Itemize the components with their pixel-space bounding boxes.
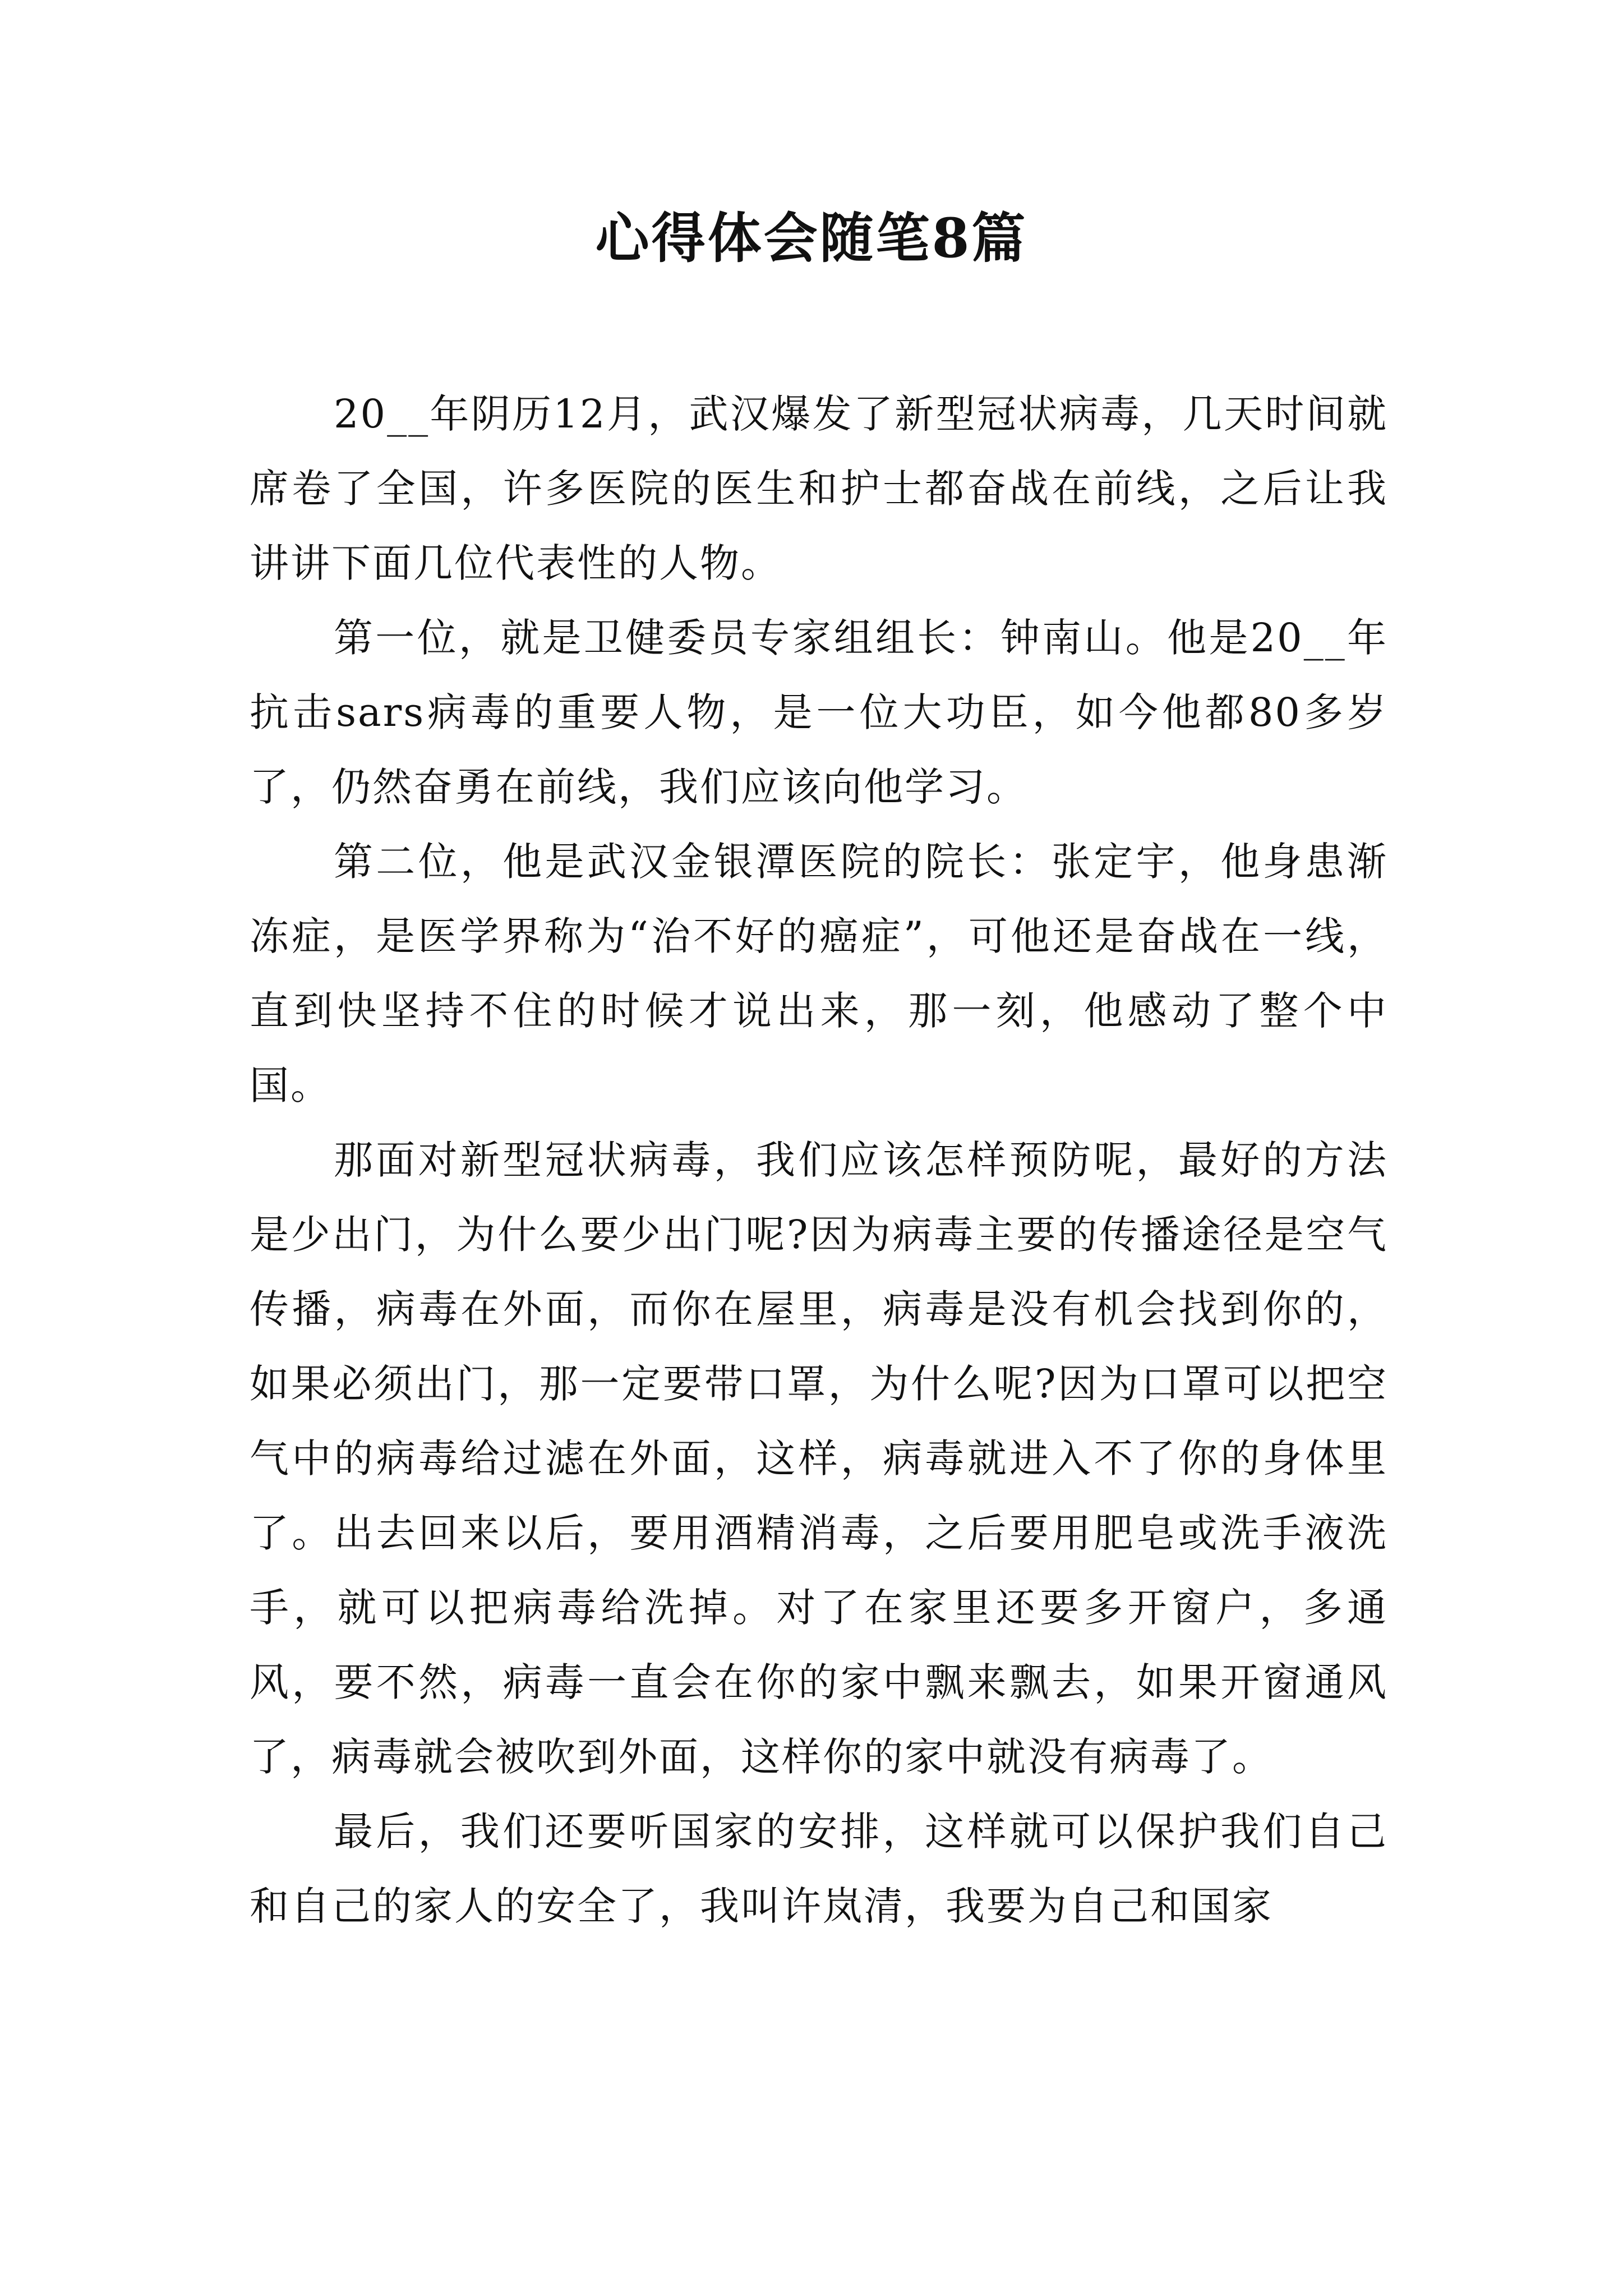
page-title: 心得体会随笔8篇 — [595, 206, 1028, 270]
paragraph-1: 20__年阴历12月，武汉爆发了新型冠状病毒，几天时间就席卷了全国，许多医院的医生和护士都奋战在前线，之后让我讲讲下面几位代表性的人物。 — [250, 391, 1388, 586]
paragraph-2: 第一位，就是卫健委员专家组组长：钟南山。他是20__年抗击sars病毒的重要人物，是一位大功臣，如今他都80多岁了，仍然奋勇在前线，我们应该向他学习。 — [250, 615, 1388, 810]
document-body — [250, 377, 1388, 2284]
paragraph-4: 那面对新型冠状病毒，我们应该怎样预防呢，最好的方法是少出门，为什么要少出门呢?因为病毒主要的传播途径是空气传播，病毒在外面，而你在屋里，病毒是没有机会找到你的，如果必须出门，那一定要带口罩，为什么呢?因为口罩可以把空气中的病毒给过滤在外面，这样，病毒就进入不了你的身体里了。出去回来以后，要用酒精消毒，之后要用肥皂或洗手液洗手，就可以把病毒给洗掉。对了在家里还要多开窗户，多通风，要不然，病毒一直会在你的家中飘来飘去，如果开窗通风了，病毒就会被吹到外面，这样你的家中就没有病毒了。 — [250, 1137, 1388, 1780]
paragraph-3: 第二位，他是武汉金银潭医院的院长：张定宇，他身患渐冻症，是医学界称为“治不好的癌症”，可他还是奋战在一线，直到快坚持不住的时候才说出来，那一刻，他感动了整个中国。 — [250, 839, 1388, 1108]
paragraph-5: 最后，我们还要听国家的安排，这样就可以保护我们自己和自己的家人的安全了，我叫许岚清，我要为自己和国家 — [250, 1809, 1388, 1929]
